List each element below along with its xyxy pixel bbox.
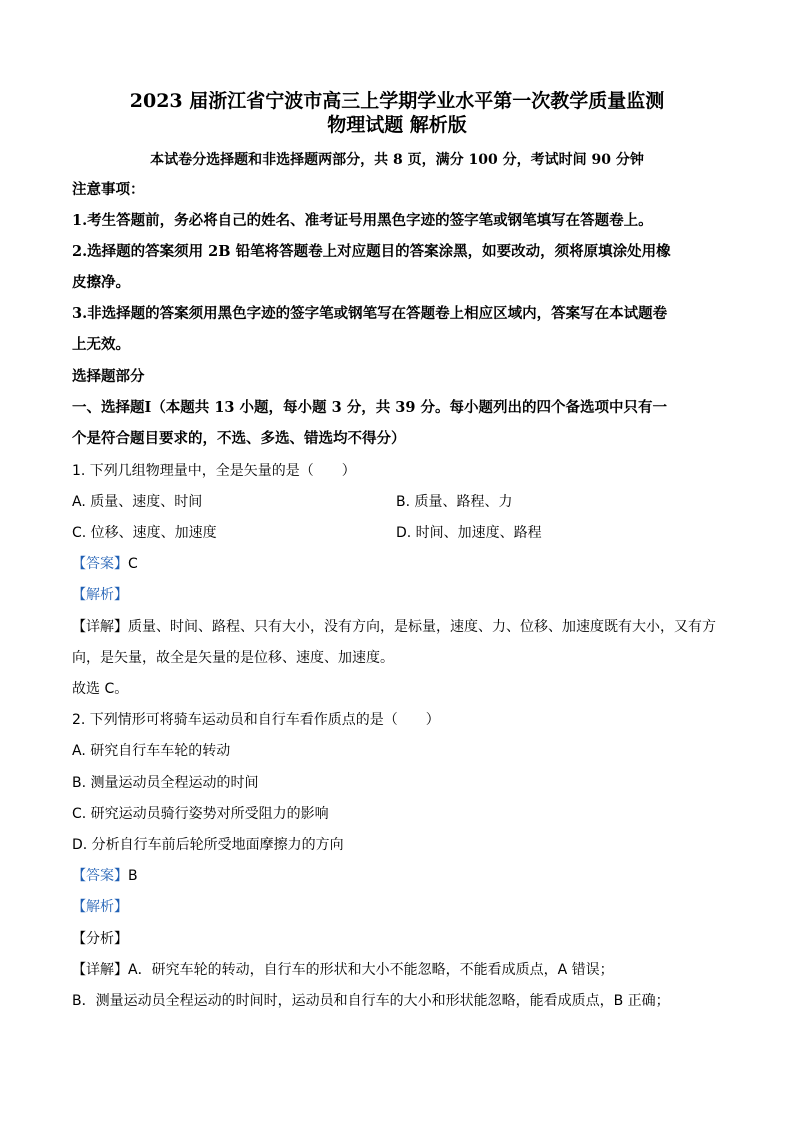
section-heading-line-1: 一、选择题Ⅰ（本题共 13 小题，每小题 3 分，共 39 分。每小题列出的四个备选项中只有一 (72, 399, 668, 416)
q1-option-b: B. 质量、路程、力 (396, 494, 513, 510)
q2-analysis2-row (72, 929, 128, 949)
q2-detail-line-b: B．测量运动员全程运动的时间时，运动员和自行车的大小和形状能忽略，能看成质点，B 正确； (72, 993, 670, 1009)
q2-option-c: C. 研究运动员骑行姿势对所受阻力的影响 (72, 806, 329, 822)
q1-conclusion: 故选 C。 (72, 681, 129, 697)
analysis-tag: 【解析】 (72, 899, 128, 915)
section-heading-line-2: 个是符合题目要求的，不选、多选、错选均不得分） (72, 430, 406, 447)
detail-tag: 【详解】 (72, 962, 128, 978)
notice-heading: 注意事项： (72, 181, 145, 198)
answer-tag: 【答案】 (72, 868, 128, 884)
analysis-tag: 【解析】 (72, 587, 128, 603)
q1-detail-text-1: 质量、时间、路程、只有大小，没有方向，是标量，速度、力、位移、加速度既有大小，又有方 (128, 619, 716, 635)
q2-detail-text-a: A．研究车轮的转动，自行车的形状和大小不能忽略，不能看成质点，A 错误； (128, 962, 614, 978)
q2-option-d: D. 分析自行车前后轮所受地面摩擦力的方向 (72, 837, 344, 853)
detail-tag: 【详解】 (72, 619, 128, 635)
q1-option-c: C. 位移、速度、加速度 (72, 525, 217, 541)
q1-stem: 1. 下列几组物理量中，全是矢量的是（ ） (72, 463, 356, 479)
q1-option-a: A. 质量、速度、时间 (72, 494, 203, 510)
q1-option-d: D. 时间、加速度、路程 (396, 525, 542, 541)
notice-item-2-line-1: 2.选择题的答案须用 2B 铅笔将答题卷上对应题目的答案涂黑，如要改动，须将原填涂处用橡 (72, 243, 671, 260)
q1-analysis-row (72, 585, 128, 605)
q1-detail-line-1 (72, 617, 716, 637)
document-title: 2023 届浙江省宁波市高三上学期学业水平第一次教学质量监测 (129, 90, 665, 112)
document-subtitle: 物理试题 解析版 (327, 114, 467, 136)
q2-option-b: B. 测量运动员全程运动的时间 (72, 775, 259, 791)
analysis-subtag: 【分析】 (72, 931, 128, 947)
notice-item-3-line-1: 3.非选择题的答案须用黑色字迹的签字笔或钢笔写在答题卷上相应区域内，答案写在本试题卷 (72, 305, 668, 322)
q2-analysis-row (72, 897, 128, 917)
q2-answer-value: B (128, 868, 138, 884)
answer-tag: 【答案】 (72, 556, 128, 572)
notice-item-3-line-2: 上无效。 (72, 336, 130, 353)
q1-detail-line-2: 向，是矢量，故全是矢量的是位移、速度、加速度。 (72, 650, 394, 666)
q2-option-a: A. 研究自行车车轮的转动 (72, 743, 231, 759)
q1-answer-row (72, 554, 138, 574)
notice-item-1: 1.考生答题前，务必将自己的姓名、准考证号用黑色字迹的签字笔或钢笔填写在答题卷上。 (72, 212, 653, 229)
q2-detail-line-a (72, 960, 614, 980)
section-part-label: 选择题部分 (72, 368, 145, 385)
q1-answer-value: C (128, 556, 138, 572)
q2-stem: 2. 下列情形可将骑车运动员和自行车看作质点的是（ ） (72, 712, 440, 728)
exam-info: 本试卷分选择题和非选择题两部分，共 8 页，满分 100 分，考试时间 90 分钟 (150, 152, 644, 168)
notice-item-2-line-2: 皮擦净。 (72, 274, 130, 291)
q2-answer-row (72, 866, 138, 886)
